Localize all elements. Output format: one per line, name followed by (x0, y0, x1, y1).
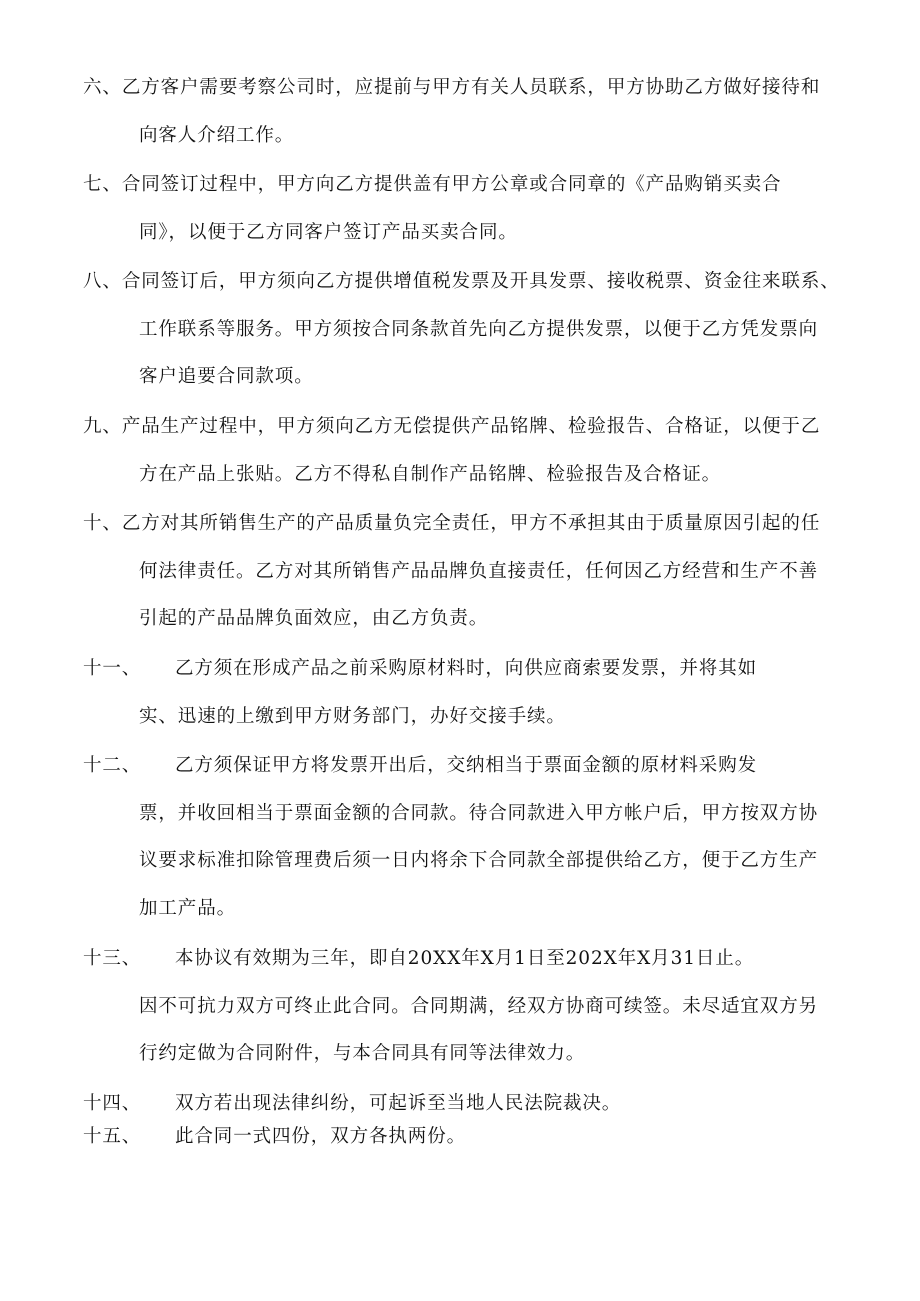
clause-text: 乙方须在形成产品之前采购原材料时，向供应商索要发票，并将其如 (175, 658, 758, 679)
clause-line (83, 173, 843, 197)
clause-line (83, 415, 843, 439)
clause-line: 方在产品上张贴。乙方不得私自制作产品铭牌、检验报告及合格证。 (139, 464, 722, 485)
clause-15 (83, 1125, 843, 1149)
clause-number: 十三、 (83, 948, 142, 969)
clause-number: 九、 (83, 416, 122, 437)
clause-line (83, 657, 843, 681)
clause-line (83, 947, 843, 971)
clause-line: 同》，以便于乙方同客户签订产品买卖合同。 (139, 222, 518, 243)
clause-text: 乙方客户需要考察公司时，应提前与甲方有关人员联系，甲方协助乙方做好接待和 (121, 77, 821, 98)
clause-number: 十五、 (83, 1126, 142, 1147)
clause-line: 实、迅速的上缴到甲方财务部门，办好交接手续。 (139, 706, 566, 727)
clause-text: 双方若出现法律纠纷，可起诉至当地人民法院裁决。 (175, 1093, 622, 1114)
clause-number: 十、 (83, 513, 122, 534)
clause-line (83, 512, 843, 536)
clause-line: 客户追要合同款项。 (139, 366, 314, 387)
clause-line: 何法律责任。乙方对其所销售产品品牌负直接责任，任何因乙方经营和生产不善 (139, 561, 819, 582)
clause-9 (83, 415, 843, 487)
clause-line (83, 754, 843, 778)
clause-text: 此合同一式四份，双方各执两份。 (175, 1126, 467, 1147)
clause-text: 乙方须保证甲方将发票开出后，交纳相当于票面金额的原材料采购发 (175, 755, 758, 776)
clause-text: 本协议有效期为三年，即自20XX年X月1日至202X年X月31日止。 (175, 948, 755, 969)
clause-line: 工作联系等服务。甲方须按合同条款首先向乙方提供发票，以便于乙方凭发票向 (139, 319, 819, 340)
clause-number: 七、 (83, 174, 122, 195)
clause-line (83, 76, 843, 100)
clause-12 (83, 754, 843, 921)
clause-number: 八、 (83, 271, 122, 292)
clause-line: 向客人介绍工作。 (139, 125, 295, 146)
clause-10 (83, 512, 843, 631)
clause-line: 票，并收回相当于票面金额的合同款。待合同款进入甲方帐户后，甲方按双方协 (139, 803, 819, 824)
clause-line: 行约定做为合同附件，与本合同具有同等法律效力。 (139, 1043, 586, 1064)
clause-line (83, 270, 843, 294)
clause-text: 乙方对其所销售生产的产品质量负完全责任，甲方不承担其由于质量原因引起的任 (121, 513, 821, 534)
clause-13 (83, 947, 843, 1066)
clause-6 (83, 76, 843, 148)
clause-line: 引起的产品品牌负面效应，由乙方负责。 (139, 608, 489, 629)
clause-text: 合同签订后，甲方须向乙方提供增值税发票及开具发票、接收税票、资金往来联系、 (121, 271, 840, 292)
clause-7 (83, 173, 843, 245)
clause-line: 议要求标准扣除管理费后须一日内将余下合同款全部提供给乙方，便于乙方生产 (139, 850, 819, 871)
clause-number: 十四、 (83, 1093, 142, 1114)
clause-14 (83, 1092, 843, 1116)
clause-number: 十一、 (83, 658, 142, 679)
clause-number: 十二、 (83, 755, 142, 776)
clause-line: 因不可抗力双方可终止此合同。合同期满，经双方协商可续签。未尽适宜双方另 (139, 996, 819, 1017)
clause-number: 六、 (83, 77, 122, 98)
clause-line (83, 1092, 843, 1116)
clause-8 (83, 270, 843, 389)
clause-line (83, 1125, 843, 1149)
clause-11 (83, 657, 843, 729)
clause-line: 加工产品。 (139, 898, 237, 919)
clause-text: 产品生产过程中，甲方须向乙方无偿提供产品铭牌、检验报告、合格证，以便于乙 (121, 416, 821, 437)
clause-text: 合同签订过程中，甲方向乙方提供盖有甲方公章或合同章的《产品购销买卖合 (121, 174, 782, 195)
